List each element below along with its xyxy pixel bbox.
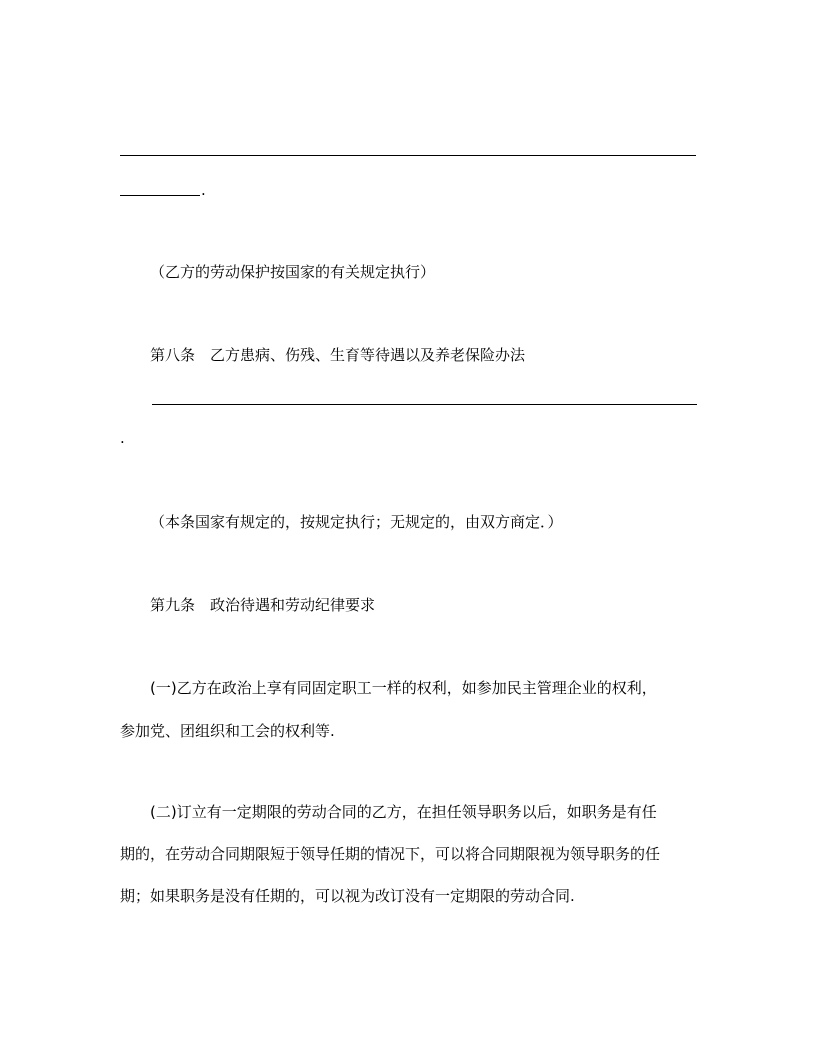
article-9-item-2-line: (二)订立有一定期限的劳动合同的乙方，在担任领导职务以后，如职务是有任 bbox=[150, 803, 657, 821]
fill-in-period: . bbox=[120, 429, 125, 447]
article-9-item-2-line: 期；如果职务是没有任期的，可以视为改订没有一定期限的劳动合同. bbox=[120, 887, 575, 905]
fill-in-line bbox=[152, 404, 697, 405]
fill-in-line bbox=[120, 155, 696, 156]
note-article-8: （本条国家有规定的，按规定执行；无规定的，由双方商定．） bbox=[150, 513, 563, 531]
article-9-heading: 第九条 政治待遇和劳动纪律要求 bbox=[150, 596, 376, 614]
article-9-item-1-line: 参加党、团组织和工会的权利等. bbox=[120, 722, 335, 740]
article-9-item-2-line: 期的，在劳动合同期限短于领导任期的情况下，可以将合同期限视为领导职务的任 bbox=[120, 845, 661, 863]
article-9-item-1-line: (一)乙方在政治上享有同固定职工一样的权利，如参加民主管理企业的权利， bbox=[150, 679, 657, 697]
article-8-heading: 第八条 乙方患病、伤残、生育等待遇以及养老保险办法 bbox=[150, 346, 526, 364]
fill-in-period: . bbox=[201, 181, 206, 199]
fill-in-line-short bbox=[120, 195, 200, 196]
note-labor-protection: （乙方的劳动保护按国家的有关规定执行） bbox=[150, 263, 436, 281]
